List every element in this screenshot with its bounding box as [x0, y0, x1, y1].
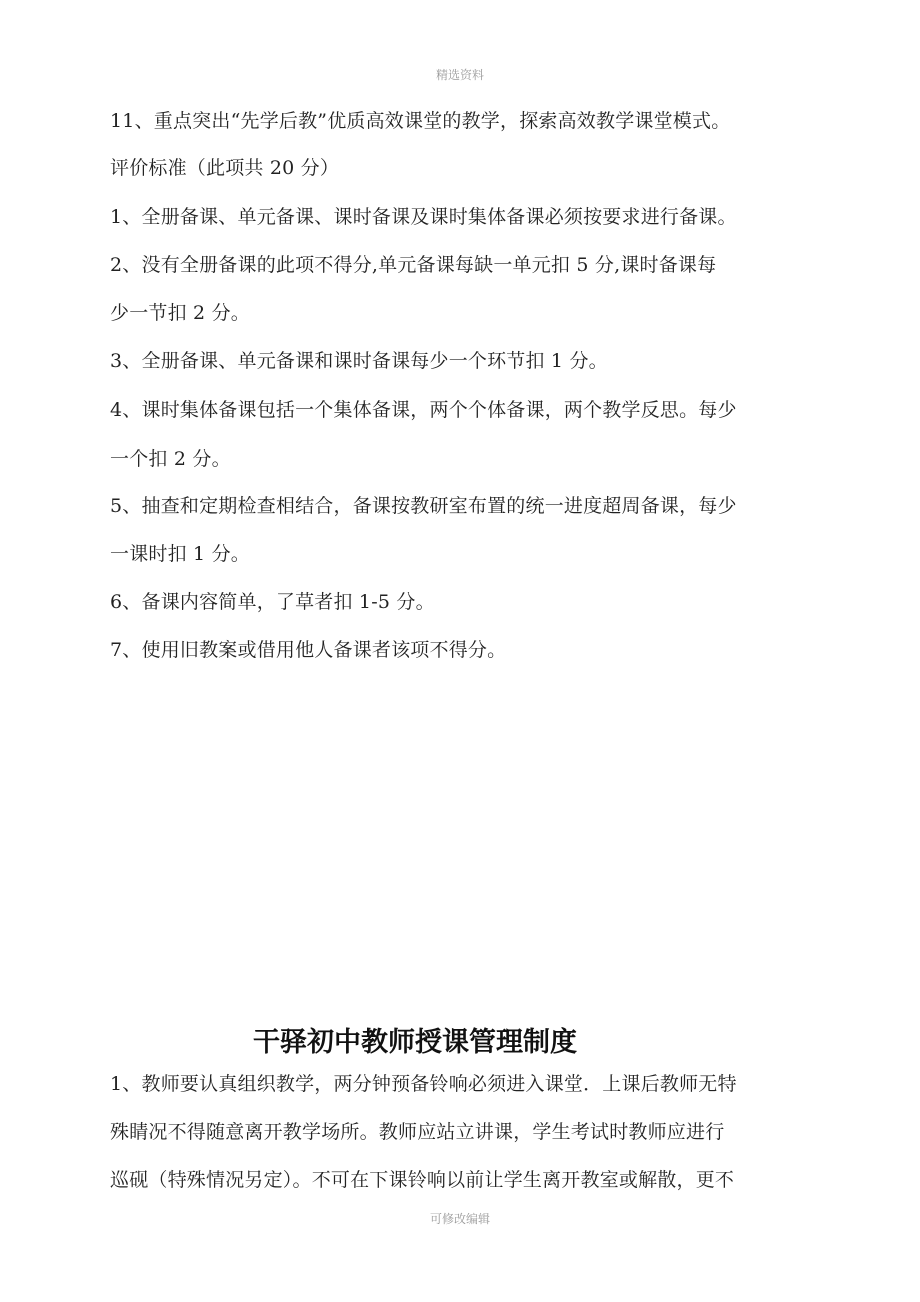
text-line: 一课时扣 1 分。	[110, 543, 250, 565]
text-line: 7、使用旧教案或借用他人备课者该项不得分。	[110, 639, 507, 661]
text-line: 5、抽查和定期检查相结合，备课按教研室布置的统一进度超周备课，每少	[110, 495, 737, 517]
text-line: 3、全册备课、单元备课和课时备课每少一个环节扣 1 分。	[110, 350, 608, 372]
text-line: 殊睛况不得随意离开教学场所。教师应站立讲课，学生考试时教师应进行	[110, 1121, 725, 1143]
text-line: 4、课时集体备课包括一个集体备课，两个个体备课，两个教学反思。每少	[110, 399, 737, 421]
text-line: 2、没有全册备课的此项不得分,单元备课每缺一单元扣 5 分,课时备课每	[110, 254, 717, 276]
text-line: 6、备课内容简单，了草者扣 1-5 分。	[110, 591, 435, 613]
text-line: 1、全册备课、单元备课、课时备课及课时集体备课必须按要求进行备课。	[110, 206, 737, 228]
text-line: 评价标准（此项共 20 分）	[110, 157, 340, 179]
text-line: 1、教师要认真组织教学，两分钟预备铃响必须进入课堂．上课后教师无特	[110, 1073, 737, 1095]
header-note: 精选资料	[435, 68, 484, 82]
text-line: 巡砚（特殊情况另定）。不可在下课铃响以前让学生离开教室或解散，更不	[110, 1169, 735, 1191]
text-line: 11、重点突出“先学后教”优质高效课堂的教学，探索高效教学课堂模式。	[110, 110, 731, 132]
text-line: 少一节扣 2 分。	[110, 302, 250, 324]
footer-note: 可修改编辑	[429, 1212, 490, 1226]
section-title: 干驿初中教师授课管理制度	[253, 1027, 577, 1058]
text-line: 一个扣 2 分。	[110, 448, 231, 470]
